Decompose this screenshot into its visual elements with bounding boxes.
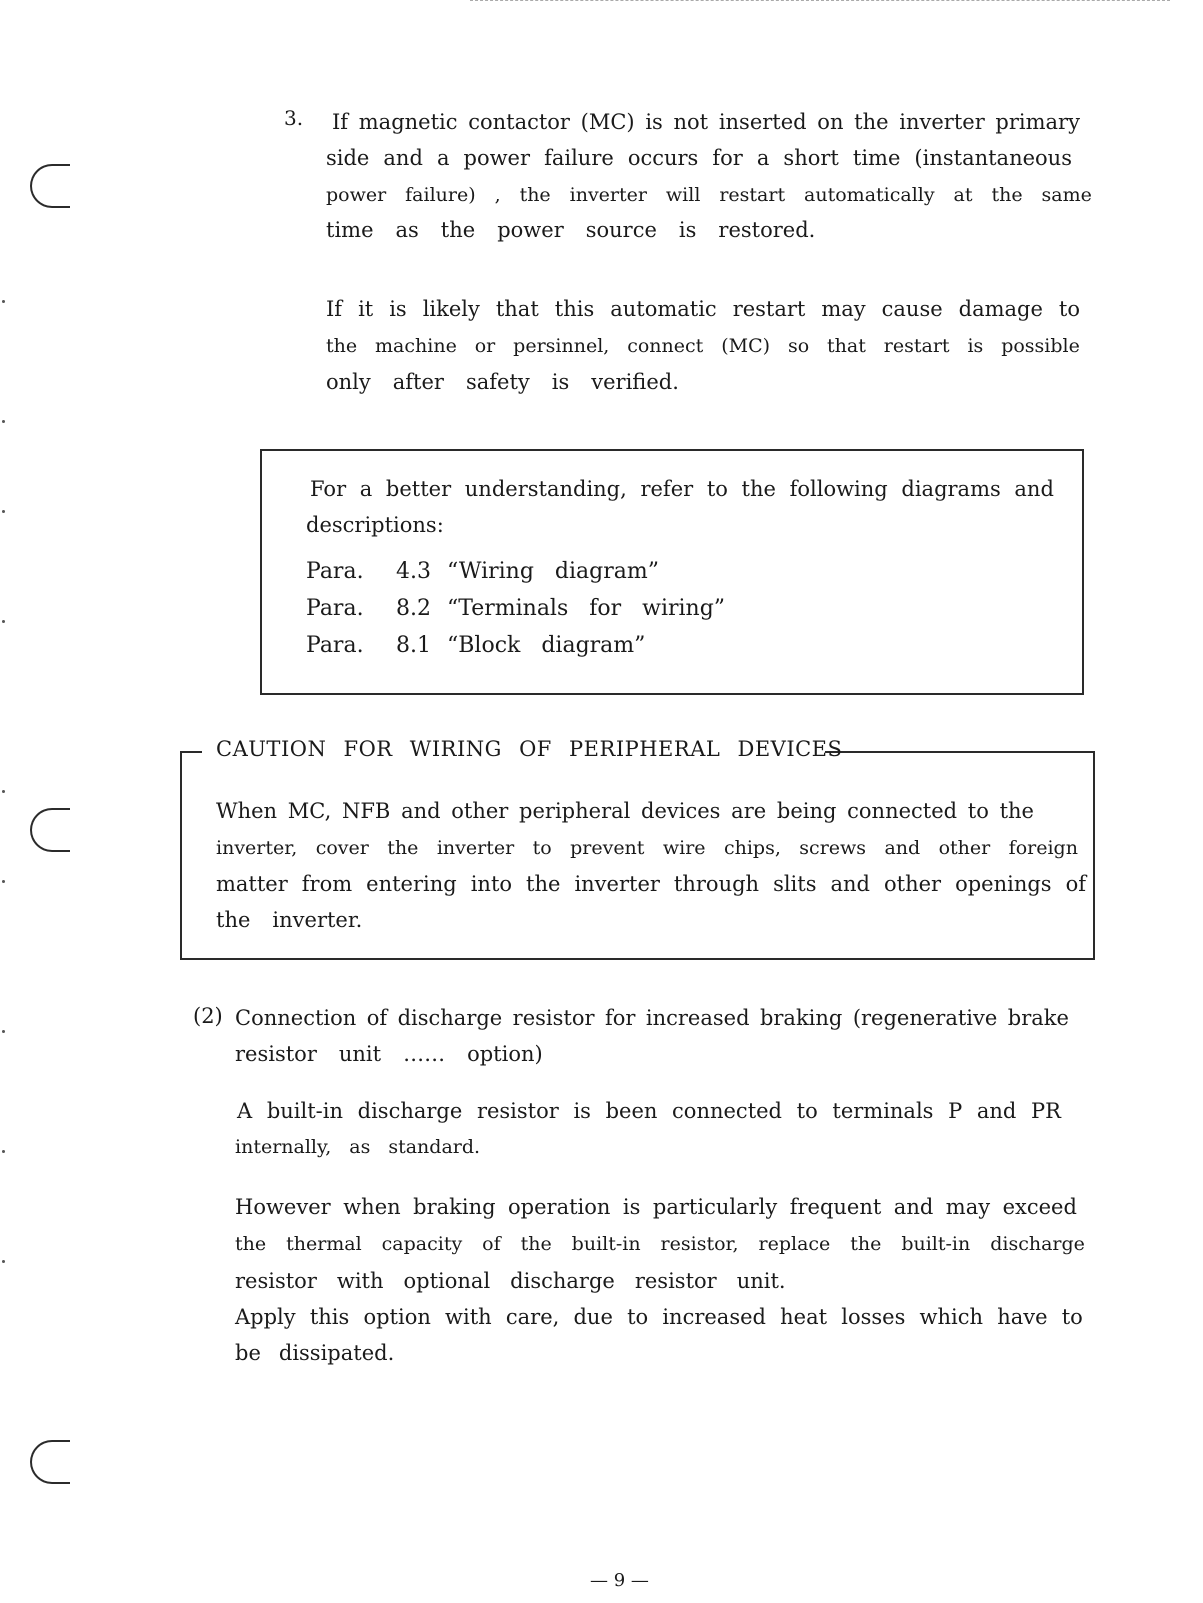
word: to (967, 799, 989, 823)
ref-para-number: 8.1 (396, 633, 431, 658)
word: that (495, 297, 539, 321)
word: is (389, 297, 407, 321)
word: standard. (388, 1136, 481, 1158)
word: inverter. (272, 908, 363, 932)
word: chips, (723, 837, 781, 859)
binder-hole-mark (30, 164, 70, 208)
word: peripheral (519, 799, 631, 823)
word: cause (881, 297, 943, 321)
word: openings (955, 872, 1052, 896)
word: a (359, 477, 373, 501)
word: being (776, 799, 837, 823)
word: unit (338, 1042, 382, 1066)
word: on (817, 110, 844, 134)
text-line (326, 144, 1072, 172)
text-line (326, 332, 1080, 360)
word: brake (1007, 1006, 1069, 1030)
word: resistor (512, 1006, 595, 1030)
word: built-in (901, 1233, 971, 1255)
word: devices (641, 799, 721, 823)
word: the (999, 799, 1034, 823)
word: machine (375, 335, 457, 357)
margin-dot (2, 620, 5, 623)
text-line (235, 1040, 543, 1068)
word: as (349, 1136, 371, 1158)
word: MC, (287, 799, 332, 823)
word: safety (465, 370, 530, 394)
reference-line (306, 633, 645, 658)
word: other (938, 837, 991, 859)
text-line (326, 295, 1080, 323)
word: discharge (990, 1233, 1085, 1255)
text-line (310, 475, 1054, 503)
margin-dot (2, 1260, 5, 1263)
word: time (852, 146, 901, 170)
word: the (526, 872, 561, 896)
word: foreign (1008, 837, 1078, 859)
word: descriptions: (306, 513, 444, 537)
word: failure (544, 146, 614, 170)
word: , (494, 184, 501, 206)
word: the (387, 837, 419, 859)
text-line (235, 1267, 786, 1295)
word: to (1058, 297, 1080, 321)
word: (instantaneous (914, 146, 1072, 170)
word: will (665, 184, 701, 206)
word: resistor (476, 1099, 559, 1123)
word: thermal (286, 1233, 362, 1255)
word: increased (645, 1006, 750, 1030)
word: primary (995, 110, 1080, 134)
word: losses (841, 1305, 906, 1329)
word: option) (467, 1042, 543, 1066)
word: after (392, 370, 444, 394)
word: restart (883, 335, 950, 357)
word: to (532, 837, 552, 859)
word: through (673, 872, 760, 896)
word: matter (216, 872, 288, 896)
caution-title: CAUTION FOR WIRING OF PERIPHERAL DEVICES (216, 737, 843, 761)
word: source (585, 218, 657, 242)
word: have (997, 1305, 1048, 1329)
word: …… (403, 1042, 446, 1066)
word: capacity (381, 1233, 463, 1255)
word: entering (366, 872, 457, 896)
word: the (741, 477, 776, 501)
text-line (216, 906, 362, 934)
word: may (821, 297, 866, 321)
word: If (332, 110, 349, 134)
word: dissipated. (278, 1341, 395, 1365)
word: built-in (571, 1233, 641, 1255)
ref-para-label: Para. (306, 633, 364, 658)
margin-dot (2, 510, 5, 513)
margin-dot (2, 1150, 5, 1153)
word: inverter, (216, 837, 298, 859)
page-number: — 9 — (590, 1570, 649, 1591)
word: and (383, 146, 423, 170)
word: is (573, 1099, 591, 1123)
word: heat (780, 1305, 828, 1329)
word: the (854, 110, 889, 134)
word: of (1065, 872, 1086, 896)
text-line (235, 1004, 1069, 1032)
word: are (731, 799, 767, 823)
ref-para-number: 4.3 (396, 559, 431, 584)
word: replace (758, 1233, 831, 1255)
word: P (948, 1099, 963, 1123)
word: verified. (591, 370, 679, 394)
word: that (827, 335, 866, 357)
word: short (783, 146, 839, 170)
margin-dot (2, 1030, 5, 1033)
word: for (712, 146, 743, 170)
text-line (216, 797, 1034, 825)
word: refer (640, 477, 694, 501)
text-line (326, 368, 679, 396)
text-line (216, 870, 1086, 898)
word: inserted (718, 110, 807, 134)
word: screws (799, 837, 867, 859)
word: power (497, 218, 564, 242)
word: resistor (634, 1269, 717, 1293)
word: magnetic (358, 110, 458, 134)
word: resistor (235, 1269, 317, 1293)
word: A (237, 1099, 253, 1123)
word: (regenerative (852, 1006, 998, 1030)
text-line (326, 216, 815, 244)
word: damage (958, 297, 1043, 321)
margin-dot (2, 880, 5, 883)
word: discharge (397, 1006, 503, 1030)
word: the (519, 184, 551, 206)
word: side (326, 146, 370, 170)
word: to (627, 1305, 649, 1329)
scan-edge-line (470, 0, 1170, 2)
word: braking (759, 1006, 843, 1030)
word: wire (662, 837, 706, 859)
word: frequent (789, 1195, 882, 1219)
word: be (235, 1341, 261, 1365)
binder-hole-mark (30, 1440, 70, 1484)
word: resistor, (660, 1233, 739, 1255)
word: so (787, 335, 810, 357)
word: PR (1031, 1099, 1061, 1123)
word: as (395, 218, 419, 242)
word: power (326, 184, 387, 206)
word: connected (847, 799, 958, 823)
word: and (893, 1195, 934, 1219)
word: power (463, 146, 531, 170)
word: other (884, 872, 942, 896)
word: optional (403, 1269, 491, 1293)
word: increased (662, 1305, 766, 1329)
word: is (678, 218, 697, 242)
text-line (235, 1303, 1083, 1331)
word: slits (773, 872, 817, 896)
word: inverter (569, 184, 647, 206)
word: due (573, 1305, 613, 1329)
section-number: (2) (193, 1004, 223, 1028)
word: it (358, 297, 374, 321)
text-line (216, 834, 1078, 862)
word: (MC) (580, 110, 635, 134)
word: restart (719, 184, 786, 206)
ref-para-number: 8.2 (396, 596, 431, 621)
word: unit. (736, 1269, 786, 1293)
text-line (326, 181, 1092, 209)
word: the (520, 1233, 552, 1255)
word: failure) (405, 184, 476, 206)
word: better (385, 477, 452, 501)
word: operation (508, 1195, 611, 1219)
text-line (235, 1133, 480, 1161)
word: braking (413, 1195, 496, 1219)
word: discharge (357, 1099, 463, 1123)
word: prevent (570, 837, 645, 859)
text-line (306, 511, 444, 539)
word: However (235, 1195, 331, 1219)
word: NFB (341, 799, 391, 823)
word: is (622, 1195, 641, 1219)
word: been (605, 1099, 658, 1123)
word: discharge (510, 1269, 615, 1293)
word: If (326, 297, 343, 321)
word: following (789, 477, 888, 501)
word: into (470, 872, 513, 896)
word: inverter (899, 110, 985, 134)
word: of (482, 1233, 501, 1255)
word: for (604, 1006, 636, 1030)
word: the (440, 218, 476, 242)
word: When (216, 799, 278, 823)
word: occurs (627, 146, 699, 170)
word: the (216, 908, 251, 932)
reference-line (306, 596, 725, 621)
ref-para-label: Para. (306, 559, 364, 584)
margin-dot (2, 790, 5, 793)
word: (MC) (721, 335, 771, 357)
word: with (445, 1305, 492, 1329)
word: same (1041, 184, 1092, 206)
word: from (301, 872, 353, 896)
caution-box-top-edge (825, 751, 1095, 753)
text-line (235, 1339, 394, 1367)
margin-dot (2, 420, 5, 423)
word: Apply (235, 1305, 296, 1329)
word: to (796, 1099, 818, 1123)
word: and (884, 837, 921, 859)
word: and (1014, 477, 1054, 501)
ref-title: “Block diagram” (447, 633, 646, 658)
word: only (326, 370, 371, 394)
word: internally, (235, 1136, 332, 1158)
word: which (919, 1305, 984, 1329)
word: a (756, 146, 770, 170)
word: of (366, 1006, 388, 1030)
word: contactor (468, 110, 570, 134)
word: connect (627, 335, 704, 357)
word: terminals (832, 1099, 934, 1123)
word: may (945, 1195, 991, 1219)
word: and (830, 872, 870, 896)
word: built-in (266, 1099, 343, 1123)
word: this (554, 297, 595, 321)
word: particularly (652, 1195, 778, 1219)
word: restored. (718, 218, 816, 242)
word: the (991, 184, 1023, 206)
word: automatic (610, 297, 717, 321)
word: when (343, 1195, 401, 1219)
text-line (235, 1193, 1077, 1221)
word: at (953, 184, 973, 206)
word: option (363, 1305, 431, 1329)
word: time (326, 218, 374, 242)
word: or (474, 335, 496, 357)
word: exceed (1002, 1195, 1077, 1219)
word: resistor (235, 1042, 317, 1066)
word: automatically (804, 184, 935, 206)
word: connected (672, 1099, 782, 1123)
word: the (850, 1233, 882, 1255)
word: Connection (235, 1006, 357, 1030)
text-line (235, 1230, 1085, 1258)
margin-dot (2, 300, 5, 303)
word: a (436, 146, 450, 170)
text-line (237, 1097, 1061, 1125)
reference-line (306, 559, 659, 584)
word: is (967, 335, 984, 357)
word: with (336, 1269, 384, 1293)
word: not (673, 110, 709, 134)
word: to (1061, 1305, 1083, 1329)
binder-hole-mark (30, 808, 70, 852)
item-number: 3. (284, 106, 304, 130)
word: possible (1001, 335, 1080, 357)
word: and (401, 799, 441, 823)
word: is (551, 370, 570, 394)
word: cover (315, 837, 369, 859)
word: this (309, 1305, 350, 1329)
ref-title: “Terminals for wiring” (447, 596, 726, 621)
word: the (326, 335, 358, 357)
word: care, (505, 1305, 560, 1329)
word: other (451, 799, 509, 823)
word: diagrams (901, 477, 1001, 501)
word: is (645, 110, 663, 134)
text-line (332, 108, 1080, 136)
word: likely (422, 297, 480, 321)
word: and (976, 1099, 1017, 1123)
word: to (706, 477, 728, 501)
caution-box-top-edge (180, 751, 202, 753)
word: inverter (574, 872, 660, 896)
word: inverter (436, 837, 515, 859)
word: the (235, 1233, 267, 1255)
word: For (310, 477, 347, 501)
word: restart (732, 297, 806, 321)
ref-title: “Wiring diagram” (447, 559, 659, 584)
word: understanding, (464, 477, 627, 501)
word: persinnel, (513, 335, 610, 357)
ref-para-label: Para. (306, 596, 364, 621)
